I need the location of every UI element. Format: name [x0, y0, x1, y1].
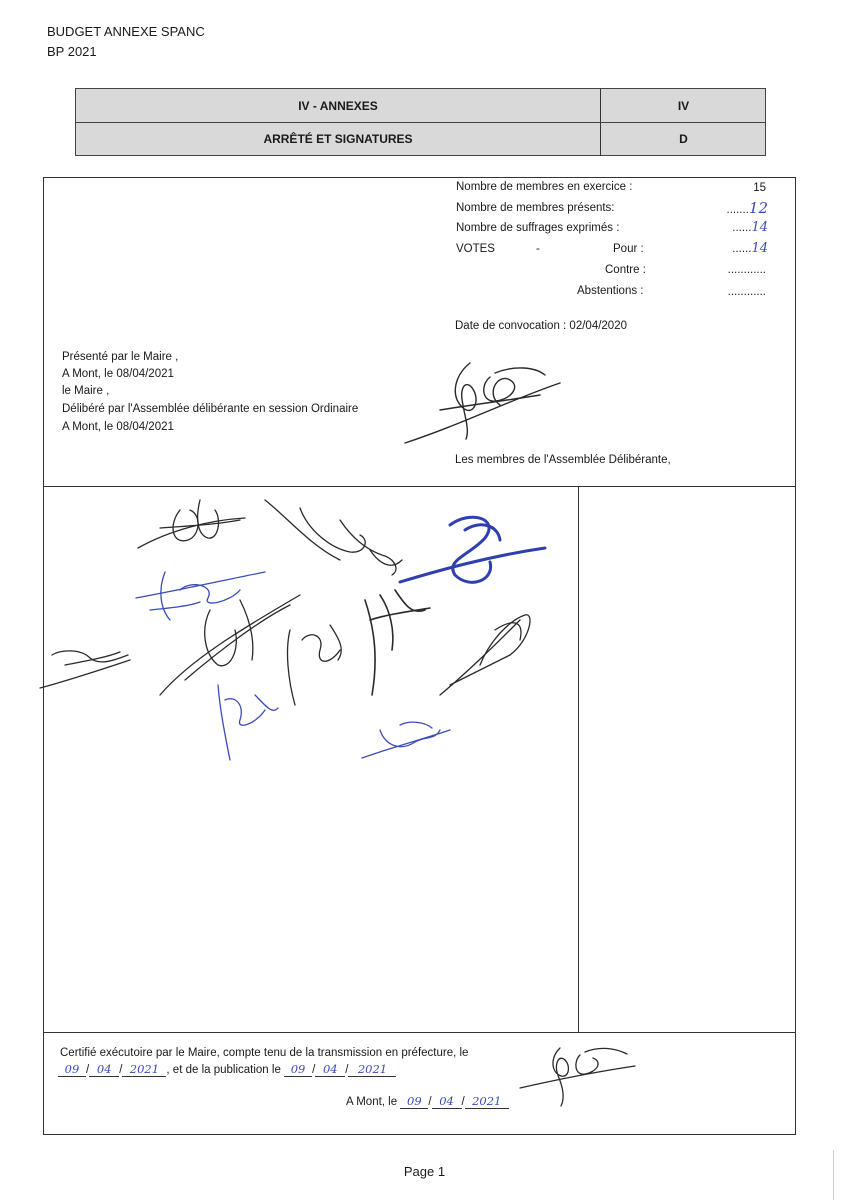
title-signatures: ARRÊTÉ ET SIGNATURES	[263, 132, 413, 146]
members-label: Nombre de membres en exercice :	[456, 181, 633, 193]
publication-text: , et de la publication le	[166, 1064, 281, 1076]
scan-edge	[833, 1150, 834, 1200]
title-signatures-code: D	[679, 132, 688, 146]
abstentions-label: Abstentions :	[577, 285, 644, 297]
mayor-line: le Maire ,	[62, 385, 110, 397]
present-value: 12	[748, 199, 768, 217]
votes-cast-label: Nombre de suffrages exprimés :	[456, 222, 620, 234]
votes-dash: -	[536, 243, 540, 255]
present-dots: .......	[726, 204, 749, 216]
date-separator: /	[312, 1064, 316, 1076]
pour-field	[712, 241, 768, 256]
certification-dates	[58, 1062, 396, 1077]
votes-cast-dots: ......	[732, 222, 752, 234]
publication-day: 09	[284, 1062, 312, 1077]
title-row-annexes	[75, 88, 766, 123]
date-separator: /	[461, 1096, 465, 1108]
title-annexes: IV - ANNEXES	[298, 98, 378, 113]
place-date	[346, 1094, 509, 1109]
page-number: Page 1	[403, 1164, 446, 1179]
members-signatures	[40, 490, 570, 770]
publication-month: 04	[315, 1062, 345, 1077]
presented-by: Présenté par le Maire ,	[62, 351, 179, 363]
votes-cast-value: 14	[751, 220, 768, 235]
transmission-year: 2021	[122, 1062, 166, 1077]
certification-signature	[515, 1040, 645, 1110]
date-separator: /	[86, 1064, 90, 1076]
deliberated-by: Délibéré par l'Assemblée délibérante en session Ordinaire	[62, 403, 359, 415]
pour-value: 14	[751, 241, 768, 256]
frame-divider-vertical	[578, 486, 579, 1032]
place-year: 2021	[465, 1094, 509, 1109]
present-field	[712, 199, 768, 217]
document-header-line1: BUDGET ANNEXE SPANC	[47, 24, 205, 39]
contre-label: Contre :	[605, 264, 646, 276]
place-day: 09	[400, 1094, 428, 1109]
votes-cast-field	[712, 220, 768, 235]
place-text: A Mont, le	[346, 1096, 398, 1108]
transmission-day: 09	[58, 1062, 86, 1077]
place-month: 04	[432, 1094, 462, 1109]
publication-year: 2021	[348, 1062, 396, 1077]
votes-label: VOTES	[456, 243, 495, 255]
present-label: Nombre de membres présents:	[456, 202, 615, 214]
certification-text: Certifié exécutoire par le Maire, compte tenu de la transmission en préfecture, le	[60, 1047, 469, 1059]
transmission-month: 04	[89, 1062, 119, 1077]
pour-label: Pour :	[613, 243, 644, 255]
document-header-line2: BP 2021	[47, 44, 97, 59]
presented-date: A Mont, le 08/04/2021	[62, 368, 174, 380]
title-annexes-code: IV	[677, 98, 690, 113]
frame-divider-top	[43, 486, 796, 487]
frame-divider-bottom	[43, 1032, 796, 1033]
members-caption: Les membres de l'Assemblée Délibérante,	[455, 454, 671, 466]
date-separator: /	[119, 1064, 123, 1076]
date-separator: /	[428, 1096, 432, 1108]
mayor-signature	[400, 355, 570, 450]
contre-value: ............	[727, 264, 766, 276]
convocation-date: Date de convocation : 02/04/2020	[455, 320, 627, 332]
abstentions-value: ............	[727, 286, 766, 298]
deliberated-date: A Mont, le 08/04/2021	[62, 421, 174, 433]
date-separator: /	[345, 1064, 349, 1076]
members-value: 15	[753, 182, 766, 194]
title-row-signatures	[75, 122, 766, 156]
pour-dots: ......	[732, 243, 752, 255]
